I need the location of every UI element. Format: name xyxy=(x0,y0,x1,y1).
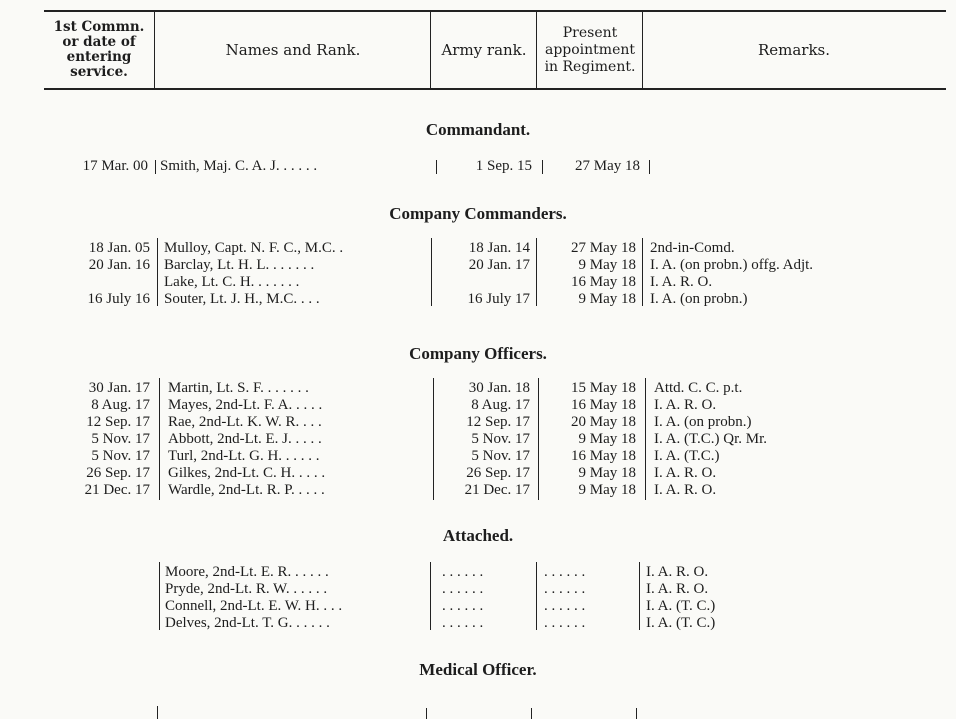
army-rank: 8 Aug. 17 xyxy=(471,397,530,413)
appointment-date: 9 May 18 xyxy=(578,291,636,307)
officer-name: Mulloy, Capt. N. F. C., M.C. . xyxy=(164,240,344,256)
officer-name: Rae, 2nd-Lt. K. W. R. . . . xyxy=(168,414,322,430)
section-title-company-commanders: Company Commanders. xyxy=(389,204,567,223)
appointment-date: 20 May 18 xyxy=(571,414,636,430)
appointment-blank: . . . . . . xyxy=(544,615,586,631)
remarks: Attd. C. C. p.t. xyxy=(654,380,743,396)
table-row xyxy=(0,414,956,430)
table-row xyxy=(0,431,956,447)
appointment-date: 9 May 18 xyxy=(578,257,636,273)
army-rank: 18 Jan. 14 xyxy=(468,240,530,256)
appointment-date: 16 May 18 xyxy=(571,274,636,290)
table-row xyxy=(0,448,956,464)
officer-name: Turl, 2nd-Lt. G. H. . . . . . xyxy=(168,448,320,464)
army-rank: 12 Sep. 17 xyxy=(466,414,530,430)
column-rule xyxy=(636,708,637,719)
header-col4-line3: in Regiment. xyxy=(544,58,636,75)
officer-name: Gilkes, 2nd-Lt. C. H. . . . . xyxy=(168,465,326,481)
commission-date: 20 Jan. 16 xyxy=(88,257,150,273)
table-row xyxy=(0,598,956,614)
officer-name: Martin, Lt. S. F. . . . . . . xyxy=(168,380,309,396)
officer-name: Pryde, 2nd-Lt. R. W. . . . . . xyxy=(165,581,328,597)
commission-date: 17 Mar. 00 xyxy=(82,158,148,174)
appointment-date: 27 May 18 xyxy=(575,158,640,174)
officer-name: Delves, 2nd-Lt. T. G. . . . . . xyxy=(165,615,330,631)
table-row xyxy=(0,465,956,481)
remarks: I. A. (on probn.) offg. Adjt. xyxy=(650,257,814,273)
table-row xyxy=(0,158,956,174)
appointment-date: 15 May 18 xyxy=(571,380,636,396)
column-rule xyxy=(436,160,437,174)
table-row xyxy=(0,564,956,580)
army-rank: 26 Sep. 17 xyxy=(466,465,530,481)
header-col1-line4: service. xyxy=(70,64,128,80)
remarks: I. A. R. O. xyxy=(654,465,717,481)
table-row xyxy=(0,257,956,273)
army-rank: 21 Dec. 17 xyxy=(464,482,530,498)
commission-date: 8 Aug. 17 xyxy=(91,397,150,413)
section-title-attached: Attached. xyxy=(442,526,514,545)
section-title-commandant: Commandant. xyxy=(425,120,531,139)
army-rank: 20 Jan. 17 xyxy=(468,257,530,273)
appointment-date: 9 May 18 xyxy=(578,431,636,447)
appointment-blank: . . . . . . xyxy=(544,564,586,580)
column-header xyxy=(44,10,946,90)
column-rule xyxy=(542,160,543,174)
header-col1-line3: entering xyxy=(66,49,132,65)
army-rank-blank: . . . . . . xyxy=(442,598,484,614)
army-rank-blank: . . . . . . xyxy=(442,615,484,631)
remarks: I. A. (on probn.) xyxy=(650,291,748,307)
table-row xyxy=(0,240,956,256)
officer-name: Barclay, Lt. H. L. . . . . . . xyxy=(164,257,315,273)
appointment-blank: . . . . . . xyxy=(544,598,586,614)
commission-date: 12 Sep. 17 xyxy=(86,414,150,430)
column-rule xyxy=(426,708,427,719)
remarks: I. A. R. O. xyxy=(646,581,709,597)
officer-name: Souter, Lt. J. H., M.C. . . . xyxy=(164,291,320,307)
remarks: I. A. R. O. xyxy=(646,564,709,580)
header-col4-line2: appointment xyxy=(544,41,636,58)
column-rule xyxy=(531,708,532,719)
remarks: I. A. (on probn.) xyxy=(654,414,752,430)
officer-name: Lake, Lt. C. H. . . . . . . xyxy=(164,274,300,290)
officer-name: Moore, 2nd-Lt. E. R. . . . . . xyxy=(165,564,329,580)
table-row xyxy=(0,291,956,307)
commission-date: 30 Jan. 17 xyxy=(88,380,150,396)
commission-date: 18 Jan. 05 xyxy=(88,240,150,256)
header-remarks: Remarks. xyxy=(757,41,831,59)
army-rank: 5 Nov. 17 xyxy=(471,448,530,464)
appointment-date: 9 May 18 xyxy=(578,465,636,481)
officer-name: Mayes, 2nd-Lt. F. A. . . . . xyxy=(168,397,323,413)
table-row xyxy=(0,397,956,413)
remarks: I. A. (T. C.) xyxy=(646,615,716,631)
header-divider xyxy=(536,12,537,88)
column-rule xyxy=(155,160,156,174)
officer-name: Smith, Maj. C. A. J. . . . . . xyxy=(160,158,318,174)
header-divider xyxy=(642,12,643,88)
army-rank-blank: . . . . . . xyxy=(442,564,484,580)
commission-date: 26 Sep. 17 xyxy=(86,465,150,481)
table-row xyxy=(0,274,956,290)
header-commission-date xyxy=(44,12,154,88)
army-rank: 30 Jan. 18 xyxy=(468,380,530,396)
commission-date: 5 Nov. 17 xyxy=(91,448,150,464)
column-rule xyxy=(157,706,158,719)
officer-name: Connell, 2nd-Lt. E. W. H. . . . xyxy=(165,598,343,614)
remarks: I. A. R. O. xyxy=(654,397,717,413)
commission-date: 5 Nov. 17 xyxy=(91,431,150,447)
army-rank: 1 Sep. 15 xyxy=(475,158,532,174)
table-row xyxy=(0,581,956,597)
commission-date: 21 Dec. 17 xyxy=(84,482,150,498)
header-col1-line2: or date of xyxy=(62,34,136,50)
section-title-medical-officer: Medical Officer. xyxy=(419,660,537,679)
header-divider xyxy=(430,12,431,88)
header-present-appointment xyxy=(538,12,642,88)
officer-name: Wardle, 2nd-Lt. R. P. . . . . xyxy=(168,482,325,498)
appointment-blank: . . . . . . xyxy=(544,581,586,597)
army-rank: 5 Nov. 17 xyxy=(471,431,530,447)
appointment-date: 16 May 18 xyxy=(571,448,636,464)
officer-name: Abbott, 2nd-Lt. E. J. . . . . xyxy=(168,431,322,447)
header-divider xyxy=(154,12,155,88)
header-names-rank: Names and Rank. xyxy=(225,41,361,59)
section-title-company-officers: Company Officers. xyxy=(409,344,547,363)
appointment-date: 9 May 18 xyxy=(578,482,636,498)
remarks: 2nd-in-Comd. xyxy=(650,240,735,256)
remarks: I. A. (T.C.) Qr. Mr. xyxy=(654,431,768,447)
appointment-date: 16 May 18 xyxy=(571,397,636,413)
header-army-rank: Army rank. xyxy=(441,41,527,59)
remarks: I. A. R. O. xyxy=(650,274,713,290)
table-row xyxy=(0,380,956,396)
appointment-date: 27 May 18 xyxy=(571,240,636,256)
remarks: I. A. (T.C.) xyxy=(654,448,720,464)
commission-date: 16 July 16 xyxy=(87,291,150,307)
remarks: I. A. (T. C.) xyxy=(646,598,716,614)
column-rule xyxy=(649,160,650,174)
table-row xyxy=(0,482,956,498)
army-rank: 16 July 17 xyxy=(467,291,530,307)
remarks: I. A. R. O. xyxy=(654,482,717,498)
header-col4-line1: Present xyxy=(562,24,618,41)
army-rank-blank: . . . . . . xyxy=(442,581,484,597)
table-row xyxy=(0,615,956,631)
header-col1-line1: 1st Commn. xyxy=(53,19,145,35)
